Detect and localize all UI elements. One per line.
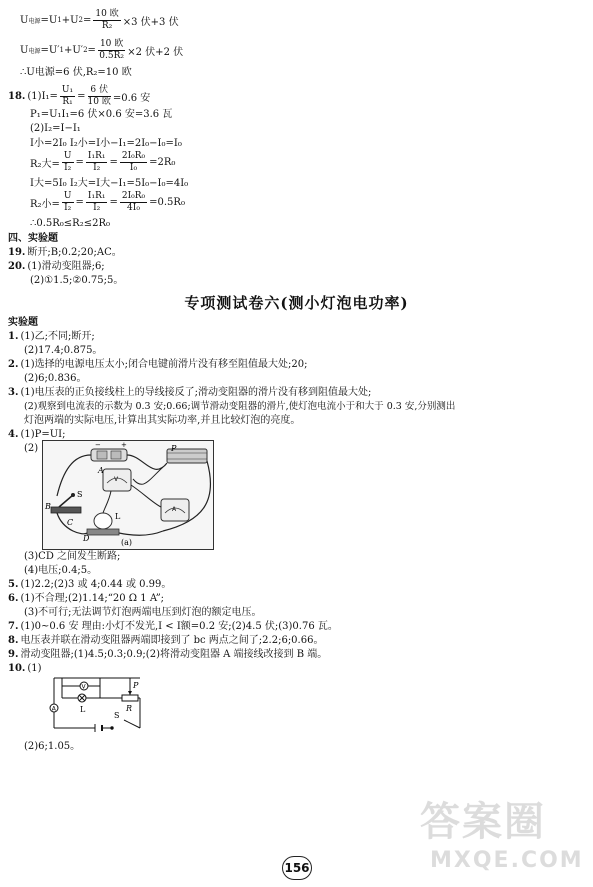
a6-line-2: (3)不可行;无法调节灯泡两端电压到灯泡的额定电压。 xyxy=(24,607,262,618)
a3-line-3: 灯泡两端的实际电压,计算出其实际功率,并且比较灯泡的亮度。 xyxy=(24,415,301,426)
fraction: $\frac{\text{10 欧}}{\text{0.5R₂}}$ xyxy=(99,38,124,61)
q18-line-5: R₂大= $\frac{U}{\text{I₂}}$ = $\frac{\text{I₁R₁}}{\text{I₂}}$ = $\frac{\text{2I₀R₀}}{\text{I₀}}$ =2R₀ xyxy=(30,150,176,173)
fraction: $\frac{U}{\text{I₂}}$ xyxy=(63,150,72,173)
q18-line-4: I小=2I₀ I₂小=I小−I₁=2I₀−I₀=I₀ xyxy=(30,138,182,149)
circuit-diagram-figure xyxy=(42,440,214,550)
schematic-switch-label: S xyxy=(114,711,120,720)
figure-caption: (a) xyxy=(121,538,133,547)
q18-line-8: ∴0.5R₀≤R₂≤2R₀ xyxy=(30,218,110,229)
schematic-voltmeter-label: V xyxy=(81,683,86,691)
a1-line-2: (2)17.4;0.875。 xyxy=(24,345,103,356)
fraction: $\frac{\text{I₁R₁}}{\text{I₂}}$ xyxy=(87,190,106,213)
section-heading: 四、实验题 xyxy=(8,233,58,244)
a1-line-1: 1. (1)乙;不同;断开; xyxy=(8,331,95,342)
page-title: 专项测试卷六(测小灯泡电功率) xyxy=(184,294,409,312)
a7-line: 7. (1)0~0.6 安 理由:小灯不发光,I < I额=0.2 安;(2)4.5 伏;(3)0.76 瓦。 xyxy=(8,621,338,632)
fraction: $\frac{\text{2I₀R₀}}{\text{4I₀}}$ xyxy=(121,190,146,213)
a2-line-2: (2)6;0.836。 xyxy=(24,373,87,384)
a10-line-1: 10. (1) xyxy=(8,663,42,674)
page-number: 156 xyxy=(282,856,312,880)
schematic-svg xyxy=(40,668,155,740)
schematic-rheostat-label: R xyxy=(126,704,133,713)
a10-line-2: (2)6;1.05。 xyxy=(24,741,81,752)
q18-line-2: P₁=U₁I₁=6 伏×0.6 安=3.6 瓦 xyxy=(30,109,173,120)
a9-line: 9. 滑动变阻器;(1)4.5;0.3;0.9;(2)将滑动变阻器 A 端接线改接到 B 端。 xyxy=(8,649,328,660)
q18-line-3: (2)I₂=I−I₁ xyxy=(30,123,81,134)
label-P: P xyxy=(171,444,177,453)
q19-line: 19. 断开;B;0.2;20;AC。 xyxy=(8,247,122,258)
label-S: S xyxy=(77,490,83,499)
a4-line-1: 4. (1)P=UI; xyxy=(8,429,66,440)
q20-line-1: 20. (1)滑动变阻器;6; xyxy=(8,261,105,272)
a4-line-3: (3)CD 之间发生断路; xyxy=(24,551,121,562)
conclusion-line: ∴U电源=6 伏,R₂=10 欧 xyxy=(20,67,132,78)
a8-line: 8. 电压表并联在滑动变阻器两端即接到了 bc 两点之间了;2.2;6;0.66。 xyxy=(8,635,324,646)
section-heading: 实验题 xyxy=(8,317,38,328)
circuit-photo-svg xyxy=(43,441,213,549)
minus-label: − xyxy=(95,441,101,449)
formula-line-2: U 电源 =U′ 1 +U′ 2 = $\frac{\text{10 欧}}{\text{0.5R₂}}$ ×2 伏+2 伏 xyxy=(20,38,184,61)
q18-line-1: 18. (1)I₁= $\frac{\text{U₁}}{\text{R₁}}$ = $\frac{\text{6 伏}}{\text{10 欧}}$ =0.6 安 xyxy=(8,84,151,107)
schematic-slider-label: P xyxy=(133,681,139,690)
fraction: $\frac{\text{I₁R₁}}{\text{I₂}}$ xyxy=(87,150,106,173)
voltmeter-label: V xyxy=(114,476,119,483)
a3-line-1: 3. (1)电压表的正负接线柱上的导线接反了;滑动变阻器的滑片没有移到阻值最大处; xyxy=(8,387,372,398)
schematic-lamp-label: L xyxy=(80,705,86,714)
q20-line-2: (2)①1.5;②0.75;5。 xyxy=(30,275,124,286)
q18-line-7: R₂小= $\frac{U}{\text{I₂}}$ = $\frac{\text{I₁R₁}}{\text{I₂}}$ = $\frac{\text{2I₀R₀}}{\text{4I₀}}$ =0.5R₀ xyxy=(30,190,185,213)
watermark-logo: 答案圈 MXQE.COM xyxy=(420,799,584,873)
a4-line-4: (4)电压;0.4;5。 xyxy=(24,565,98,576)
fraction: $\frac{\text{6 伏}}{\text{10 欧}}$ xyxy=(87,84,111,107)
label-B: B xyxy=(45,502,51,511)
circuit-schematic xyxy=(40,668,155,740)
a3-line-2: (2)观察到电流表的示数为 0.3 安;0.66;调节滑动变阻器的滑片,使灯泡电流小于和大于 0.3 安,分别测出 xyxy=(24,401,456,412)
ammeter-label: A xyxy=(172,506,177,513)
label-A: A xyxy=(98,466,104,475)
fraction: $\frac{U}{\text{I₂}}$ xyxy=(63,190,72,213)
schematic-ammeter-label: A xyxy=(51,705,56,713)
formula-line-1: U 电源 =U 1 +U 2 = $\frac{\text{10 欧}}{\text{R₂}}$ ×3 伏+3 伏 xyxy=(20,8,179,31)
plus-label: + xyxy=(121,441,127,449)
fraction: $\frac{\text{U₁}}{\text{R₁}}$ xyxy=(61,84,74,107)
label-L: L xyxy=(115,512,121,521)
label-D: D xyxy=(83,534,90,543)
q18-line-6: I大=5I₀ I₂大=I大−I₁=5I₀−I₀=4I₀ xyxy=(30,178,189,189)
a5-line: 5. (1)2.2;(2)3 或 4;0.44 或 0.99。 xyxy=(8,579,172,590)
label-C: C xyxy=(67,518,74,527)
fraction: $\frac{\text{2I₀R₀}}{\text{I₀}}$ xyxy=(121,150,146,173)
fraction: $\frac{\text{10 欧}}{\text{R₂}}$ xyxy=(95,8,119,31)
a2-line-1: 2. (1)选择的电源电压太小;闭合电键前滑片没有移至阻值最大处;20; xyxy=(8,359,308,370)
a4-line-2: (2) xyxy=(24,443,39,454)
a6-line-1: 6. (1)不合理;(2)1.14;“20 Ω 1 A”; xyxy=(8,593,165,604)
